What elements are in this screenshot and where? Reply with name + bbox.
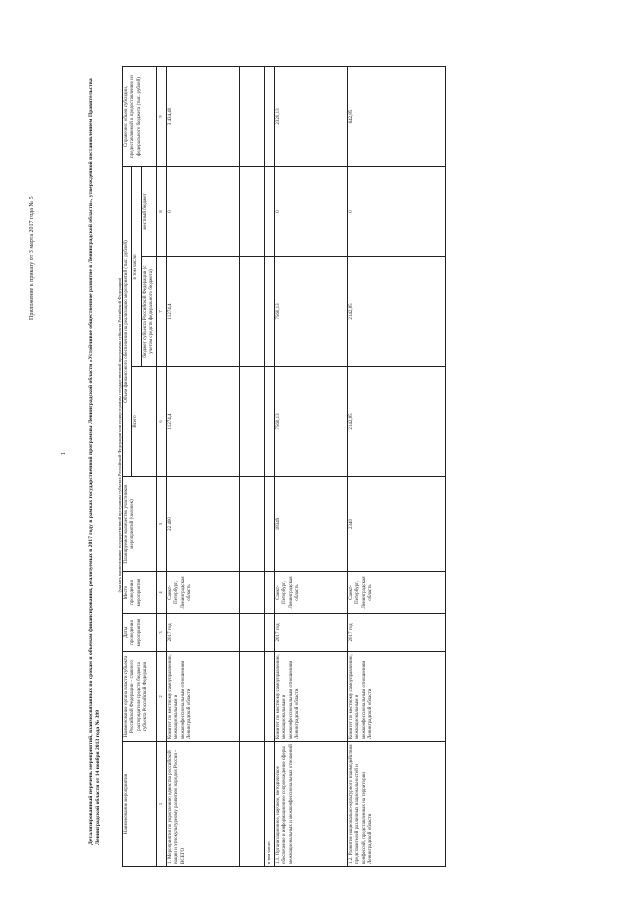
row-dates: 2017 год — [167, 614, 240, 652]
including-row — [265, 67, 275, 867]
column-number: 4 — [157, 572, 167, 614]
row-dates: 2017 год — [275, 614, 348, 652]
row-total: 7560,13 — [275, 367, 348, 477]
header-reference: Справочно: объем субсидии, предоставляемой к предоставлению из федерального бюджета (тыс. рублей) — [123, 67, 157, 167]
activities-table — [122, 66, 446, 867]
header-local-budget: местный бюджет — [141, 167, 157, 257]
row-reference: 642,85 — [348, 67, 446, 167]
header-in-that-number: в том числе: — [132, 167, 141, 367]
row-place: Санкт-Петербург, Ленинградская область — [275, 572, 348, 614]
row-total: 2142,85 — [348, 367, 446, 477]
column-number: 3 — [157, 614, 167, 652]
column-number: 7 — [157, 257, 167, 367]
spacer-row — [240, 67, 265, 867]
row-dates: 2017 год — [348, 614, 446, 652]
row-executor: Комитет по местному самоуправлению, межнациональным и межконфессиональным отношениям Ленинградской области — [167, 652, 240, 742]
including-label: в том числе: — [265, 742, 275, 867]
header-place: Место проведения мероприятия — [123, 572, 157, 614]
row-executor: Комитет по местному самоуправлению, межнациональным и межконфессиональным отношениям Ленинградской области — [275, 652, 348, 742]
column-number: 8 — [157, 167, 167, 257]
page-number: 1 — [61, 452, 67, 455]
row-reference: 2320,13 — [275, 67, 348, 167]
row-regional: 7560,13 — [275, 257, 348, 367]
row-local: 0 — [348, 167, 446, 257]
header-executor: Наименование органа власти субъекта Российской Федерации – главного распорядителя средств бюджета субъекта Российской Федерации — [123, 652, 157, 742]
table-row — [348, 67, 446, 867]
row-total: 11274,4 — [167, 367, 240, 477]
header-regional-budget: бюджет субъекта Российской Федерации (с учетом средств федерального бюджета) — [141, 257, 157, 367]
header-funding: Объем финансового обеспечения на реализацию мероприятий (тыс. рублей) — [123, 167, 132, 477]
table-row — [275, 67, 348, 867]
document-title: Детализированный перечень мероприятий, взаимосвязанных по срокам и объемам финансирования, реализуемых в 2017 году в рамках государственной программы Ленинградской области «Устойчивое общественное развитие в Ленинградской области», утвержденной постановлением Правительства Ленинградской области от 14 ноября 2013 года № 399 — [88, 78, 102, 845]
header-dates: Даты проведения мероприятия — [123, 614, 157, 652]
column-number: 6 — [157, 367, 167, 477]
row-reference: 3 434,40 — [167, 67, 240, 167]
column-number: 2 — [157, 652, 167, 742]
document-subtitle: (указать наименование государственной программы субъекта Российской Федерации или подпрограммы государственной программы субъекта Российской Федерации) — [117, 277, 122, 593]
column-number: 9 — [157, 67, 167, 167]
row-place: Санкт-Петербург, Ленинградская область — [167, 572, 240, 614]
column-number: 5 — [157, 477, 167, 572]
row-participants: 2340 — [348, 477, 446, 572]
header-total: Всего — [132, 367, 157, 477]
row-name: 1.1. Организационное, научное, методическое обеспечение и информационное сопровождение сферы межнациональных и межконфессиональных отношений — [275, 742, 348, 867]
column-number-row — [157, 67, 167, 867]
row-local: 0 — [275, 167, 348, 257]
row-participants: 18349 — [275, 477, 348, 572]
header-name: Наименование мероприятия — [123, 742, 157, 867]
table-row — [167, 67, 240, 867]
row-participants: 22 400 — [167, 477, 240, 572]
header-row-1 — [123, 67, 132, 867]
row-name: 1.2. Развитие национально-культурного взаимодействия представителей различных национальностей и конфессий, представленных на территории Ленинградской области — [348, 742, 446, 867]
row-local: 0 — [167, 167, 240, 257]
row-place: Санкт-Петербург, Ленинградская область — [348, 572, 446, 614]
row-regional: 2142,85 — [348, 257, 446, 367]
row-regional: 11274,4 — [167, 257, 240, 367]
header-participants: Планируемое количество участников мероприятий (человек) — [123, 477, 157, 572]
row-executor: Комитет по местному самоуправлению, межнациональным и межконфессиональным отношениям Ленинградской области — [348, 652, 446, 742]
row-name: 1. Мероприятия по укреплению единства российской нации и этнокультурному развитию народов России - ВСЕГО — [167, 742, 240, 867]
column-number: 1 — [157, 742, 167, 867]
appendix-note: Приложение к приказу от 3 марта 2017 года № 5 — [29, 196, 35, 320]
